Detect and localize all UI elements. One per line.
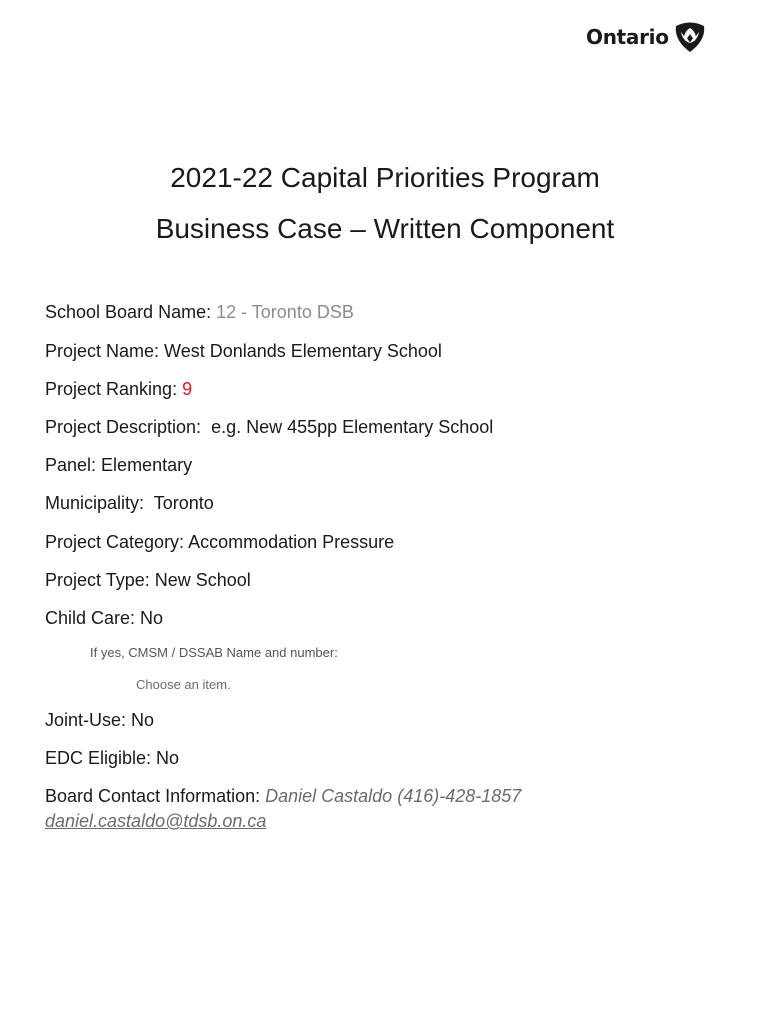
project-type-field	[45, 570, 251, 591]
board-contact-field	[45, 786, 521, 807]
project-type-value[interactable]: New School	[154, 570, 251, 590]
field-label: Project Description:	[45, 417, 212, 437]
panel-field	[45, 455, 192, 476]
project-category-field	[45, 532, 394, 553]
municipality-field	[45, 493, 214, 514]
edc-eligible-field	[45, 748, 179, 769]
document-subtitle: Business Case – Written Component	[155, 213, 615, 244]
child-care-field	[45, 608, 163, 629]
municipality-value[interactable]: Toronto	[153, 493, 214, 513]
project-ranking-value[interactable]: 9	[182, 379, 193, 399]
field-label: EDC Eligible:	[45, 748, 157, 768]
field-label: Board Contact Information:	[45, 786, 266, 806]
school-board-field	[45, 302, 354, 323]
child-care-value[interactable]: No	[140, 608, 164, 628]
project-description-field	[45, 417, 493, 438]
field-label: School Board Name:	[45, 302, 217, 322]
cmsm-prompt: If yes, CMSM / DSSAB Name and number:	[90, 645, 338, 660]
school-board-value[interactable]: 12 - Toronto DSB	[216, 302, 354, 322]
field-label: Project Name:	[45, 341, 165, 361]
project-description-value[interactable]: e.g. New 455pp Elementary School	[211, 417, 494, 437]
panel-value[interactable]: Elementary	[101, 455, 193, 475]
field-label: Child Care:	[45, 608, 141, 628]
field-label: Joint-Use:	[45, 710, 132, 730]
ontario-trillium-icon	[673, 20, 707, 54]
document-title: 2021-22 Capital Priorities Program	[170, 162, 600, 193]
field-label: Project Type:	[45, 570, 155, 590]
field-label: Project Ranking:	[45, 379, 183, 399]
cmsm-choice-dropdown[interactable]: Choose an item.	[136, 677, 231, 692]
board-contact-value[interactable]: Daniel Castaldo (416)-428-1857	[265, 786, 522, 806]
joint-use-value[interactable]: No	[131, 710, 155, 730]
board-contact-email-link[interactable]: daniel.castaldo@tdsb.on.ca	[45, 811, 267, 831]
field-label: Municipality:	[45, 493, 154, 513]
ontario-logo	[586, 20, 707, 54]
edc-eligible-value[interactable]: No	[156, 748, 180, 768]
project-name-field	[45, 341, 442, 362]
field-label: Panel:	[45, 455, 102, 475]
project-name-value[interactable]: West Donlands Elementary School	[164, 341, 442, 361]
ontario-logo-text: Ontario	[586, 25, 669, 49]
project-ranking-field	[45, 379, 192, 400]
project-category-value[interactable]: Accommodation Pressure	[188, 532, 395, 552]
field-label: Project Category:	[45, 532, 189, 552]
joint-use-field	[45, 710, 154, 731]
